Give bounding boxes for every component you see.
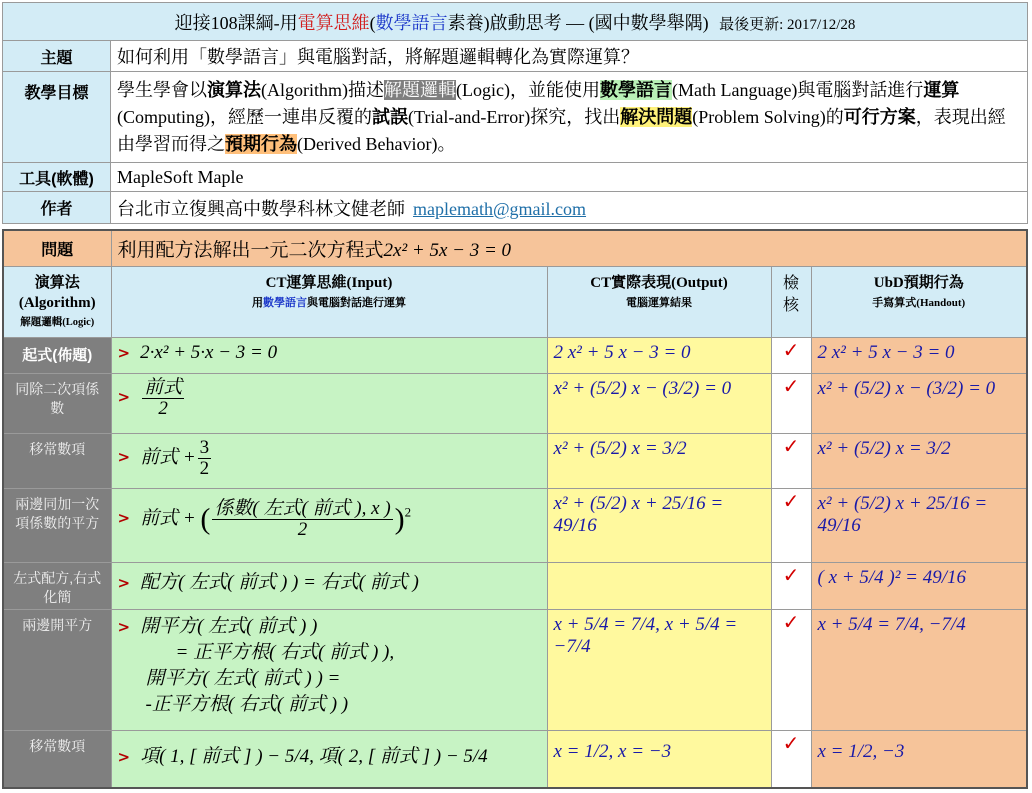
step-label: 移常數項 <box>3 433 111 488</box>
step-input[interactable] <box>111 373 547 433</box>
header-ct-input <box>111 266 547 337</box>
goal-derived-highlight: 預期行為 <box>225 133 297 154</box>
header-algo-sub: 解題邏輯(Logic) <box>20 316 95 328</box>
goal-text-8: ，表現出經由學習而得之 <box>117 106 1006 154</box>
check-mark-icon: ✓ <box>771 488 811 562</box>
author-label: 作者 <box>3 192 111 224</box>
output-expression: x² + (5/2) x + 25/16 = 49/16 <box>553 492 724 536</box>
goal-problem-highlight: 解決問題 <box>620 106 693 127</box>
header-check <box>771 266 811 337</box>
input-fraction <box>212 499 392 540</box>
step-input[interactable]: > 前式 + ( 係數( 左式( 前式 ), x ) 2 )$^2$ <box>111 488 547 562</box>
header-ct-input-sub-blue: 數學語言 <box>263 296 307 309</box>
ubd-expression: 2 x² + 5 x − 3 = 0 <box>817 341 955 363</box>
header-ct-output <box>547 266 771 337</box>
step-label: 移常數項 <box>3 730 111 788</box>
fraction-denominator: 2 <box>158 397 168 419</box>
banner-mid2: 素養)啟動思考 — (國中數學舉隅) <box>447 12 709 33</box>
header-ct-output-sub: 電腦運算結果 <box>626 296 692 309</box>
output-expression: x² + (5/2) x = 3/2 <box>553 437 687 459</box>
input-line-3: 開平方( 左式( 前式 ) ) = <box>145 667 341 689</box>
header-ubd-sub: 手寫算式(Handout) <box>872 296 966 309</box>
check-mark-icon: ✓ <box>771 373 811 433</box>
header-ct-input-title: CT運算思維(Input) <box>265 274 393 291</box>
check-mark-icon: ✓ <box>771 730 811 788</box>
goal-label: 教學目標 <box>3 72 111 163</box>
step-input[interactable] <box>111 609 547 730</box>
step-output <box>547 488 771 562</box>
header-ct-input-sub2: 與電腦對話進行運算 <box>307 296 406 309</box>
banner-mid1: ( <box>369 12 376 33</box>
step-output <box>547 730 771 788</box>
goal-feasible: 可行方案 <box>843 106 916 127</box>
step-ubd <box>811 730 1027 788</box>
input-expression: 項( 1, [ 前式 ] ) − 5/4, 項( 2, [ 前式 ] ) − 5/4 <box>140 745 488 767</box>
step-input[interactable] <box>111 433 547 488</box>
step-label: 同除二次項係數 <box>3 373 111 433</box>
input-line-2: = 正平方根( 右式( 前式 ) ), <box>175 641 395 663</box>
tool-value: MapleSoft Maple <box>111 163 1028 192</box>
maple-prompt: > <box>117 343 131 362</box>
goal-text-7: (Problem Solving)的 <box>692 106 844 127</box>
input-expression: 配方( 左式( 前式 ) ) = 右式( 前式 ) <box>140 571 419 593</box>
step-row <box>3 433 1027 488</box>
input-expression: 2·x² + 5·x − 3 = 0 <box>140 341 278 363</box>
maple-prompt: > <box>117 617 131 636</box>
banner-math-lang: 數學語言 <box>375 12 448 33</box>
step-row <box>3 488 1027 562</box>
goal-algorithm: 演算法 <box>207 79 261 100</box>
header-algo-en: (Algorithm) <box>18 294 96 311</box>
maple-prompt: > <box>117 747 131 766</box>
step-input[interactable] <box>111 562 547 609</box>
output-expression: 2 x² + 5 x − 3 = 0 <box>553 341 691 363</box>
maple-prompt: > <box>117 448 131 467</box>
goal-text-1: 學生學會以 <box>117 79 207 100</box>
step-row <box>3 730 1027 788</box>
output-expression: x + 5/4 = 7/4, x + 5/4 = −7/4 <box>553 613 738 657</box>
input-fraction <box>142 378 184 419</box>
ubd-expression: ( x + 5/4 )² = 49/16 <box>817 566 966 588</box>
check-mark-icon: ✓ <box>771 609 811 730</box>
header-algo-title: 演算法 <box>34 274 80 291</box>
header-ct-output-title: CT實際表現(Output) <box>590 274 728 291</box>
step-row <box>3 609 1027 730</box>
input-line-4: -正平方根( 右式( 前式 ) ) <box>145 693 349 715</box>
algorithm-table <box>2 229 1028 789</box>
ubd-expression: x² + (5/2) x − (3/2) = 0 <box>817 377 996 399</box>
question-cell <box>111 230 1027 266</box>
goal-text-2: (Algorithm)描述 <box>261 79 384 100</box>
step-row <box>3 373 1027 433</box>
input-exponent: 2 <box>404 504 412 520</box>
input-expression: 前式 + <box>140 507 196 529</box>
info-table <box>2 2 1028 224</box>
fraction-numerator: 前式 <box>144 376 183 398</box>
author-value: 台北市立復興高中數學科林文健老師 <box>117 198 405 219</box>
banner-updated: 最後更新: 2017/12/28 <box>719 16 856 33</box>
banner-prefix: 迎接108課綱-用 <box>174 12 298 33</box>
step-label: 左式配方,右式化簡 <box>3 562 111 609</box>
fraction-numerator: 係數( 左式( 前式 ), x ) <box>214 497 391 519</box>
input-line-1: 開平方( 左式( 前式 ) ) <box>140 615 318 637</box>
ubd-expression: x² + (5/2) x = 3/2 <box>817 437 951 459</box>
header-check-title: 檢核 <box>783 274 800 314</box>
step-ubd <box>811 433 1027 488</box>
goal-text-6: (Trial-and-Error)探究，找出 <box>408 106 621 127</box>
author-cell <box>111 192 1028 224</box>
maple-prompt: > <box>117 388 131 407</box>
goal-computing: 運算 <box>923 79 960 100</box>
goal-text-9: (Derived Behavior)。 <box>297 133 456 154</box>
fraction-numerator: 3 <box>199 436 210 458</box>
tool-label: 工具(軟體) <box>3 163 111 192</box>
maple-prompt: > <box>117 509 131 528</box>
fraction-denominator: 2 <box>297 518 308 540</box>
goal-text-3: (Logic)，並能使用 <box>456 79 600 100</box>
topic-label: 主題 <box>3 41 111 72</box>
fraction-denominator: 2 <box>199 457 210 479</box>
ubd-expression: x + 5/4 = 7/4, −7/4 <box>817 613 966 635</box>
step-row <box>3 562 1027 609</box>
goal-mathlang-highlight: 數學語言 <box>599 79 672 100</box>
goal-logic-highlight: 解題邏輯 <box>384 79 456 100</box>
banner-ct: 電算思維 <box>297 12 370 33</box>
step-ubd <box>811 488 1027 562</box>
header-ubd <box>811 266 1027 337</box>
output-expression: x² + (5/2) x − (3/2) = 0 <box>553 377 732 399</box>
goal-text-4: (Math Language)與電腦對話進行 <box>671 79 924 100</box>
step-input[interactable] <box>111 730 547 788</box>
step-label: 起式(佈題) <box>3 337 111 373</box>
step-label: 兩邊開平方 <box>3 609 111 730</box>
maple-prompt: > <box>117 573 131 592</box>
ubd-expression: x² + (5/2) x + 25/16 = 49/16 <box>817 492 988 536</box>
goal-trial: 試誤 <box>372 106 408 127</box>
question-label: 問題 <box>3 230 111 266</box>
check-mark-icon: ✓ <box>771 433 811 488</box>
header-ct-input-sub1: 用 <box>252 296 263 309</box>
step-input[interactable] <box>111 337 547 373</box>
step-ubd <box>811 373 1027 433</box>
input-fraction <box>198 438 212 479</box>
step-output <box>547 433 771 488</box>
author-email-link[interactable]: maplemath@gmail.com <box>413 198 587 219</box>
check-mark-icon: ✓ <box>771 562 811 609</box>
step-label: 兩邊同加一次項係數的平方 <box>3 488 111 562</box>
step-output <box>547 609 771 730</box>
step-ubd <box>811 562 1027 609</box>
step-output <box>547 562 771 609</box>
topic-value: 如何利用「數學語言」與電腦對話，將解題邏輯轉化為實際運算？ <box>111 41 1028 72</box>
goal-value <box>111 72 1028 163</box>
question-equation: 2x² + 5x − 3 = 0 <box>383 239 512 261</box>
goal-text-5: (Computing)，經歷一連串反覆的 <box>117 106 372 127</box>
header-ubd-title: UbD預期行為 <box>873 274 964 291</box>
ubd-expression: x = 1/2, −3 <box>817 740 905 762</box>
input-expression: 前式 + <box>140 446 196 468</box>
output-expression: x = 1/2, x = −3 <box>553 740 672 762</box>
question-text: 利用配方法解出一元二次方程式 <box>117 239 384 261</box>
check-mark-icon: ✓ <box>771 337 811 373</box>
step-ubd <box>811 337 1027 373</box>
header-algorithm <box>3 266 111 337</box>
step-output <box>547 337 771 373</box>
step-output <box>547 373 771 433</box>
step-ubd <box>811 609 1027 730</box>
step-row <box>3 337 1027 373</box>
banner <box>3 3 1028 41</box>
